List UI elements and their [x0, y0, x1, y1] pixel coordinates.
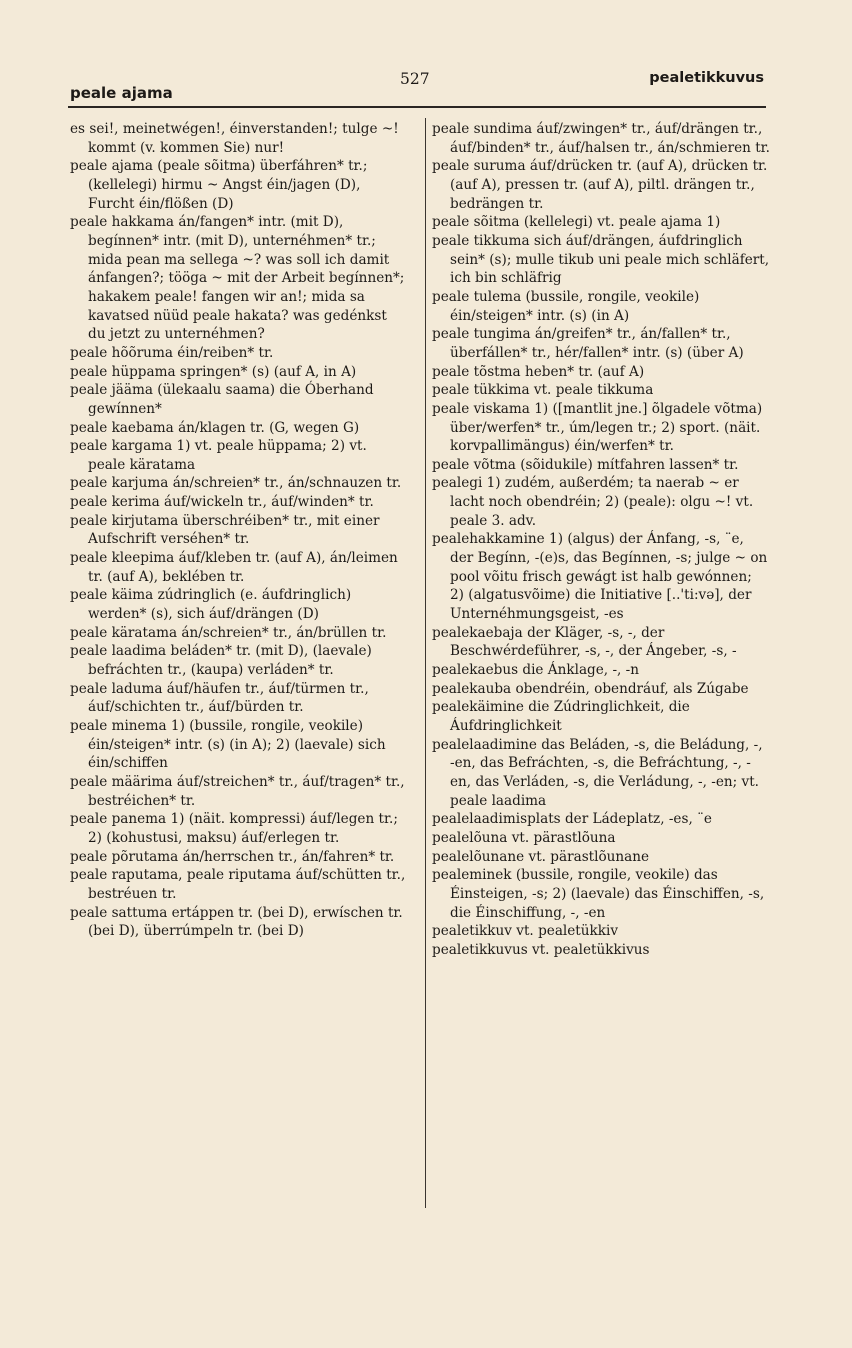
dictionary-entry: pealelõunane vt. pärastlõunane	[432, 848, 650, 865]
dictionary-entry: peale hüppama springen* (s) (auf A, in A)	[70, 363, 357, 380]
running-head-right: pealetikkuvus	[649, 70, 764, 86]
dictionary-entry: pealelaadimisplats der Ládeplatz, -es, ¨e	[432, 811, 712, 828]
dictionary-entry: peale hõõruma éin/reiben* tr.	[70, 344, 274, 361]
dictionary-entry: peale viskama 1) ([mantlit jne.] õlgadele võtma) über/werfen* tr., úm/legen tr.; 2) sport. (näit. korvpallimängus) éin/werfen* tr.	[432, 400, 763, 455]
dictionary-entry: peale panema 1) (näit. kompressi) áuf/legen tr.; 2) (kohustusi, maksu) áuf/erlegen tr.	[70, 811, 398, 846]
dictionary-entry: peale tulema (bussile, rongile, veokile) éin/steigen* intr. (s) (in A)	[432, 288, 700, 324]
dictionary-entry: peale sattuma ertáppen tr. (bei D), erwíschen tr. (bei D), überrúmpeln tr. (bei D)	[70, 904, 403, 940]
dictionary-entry: pealekaebaja der Kläger, -s, -, der Beschwérdeführer, -s, -, der Ángeber, -s, -	[432, 624, 737, 660]
page-number: 527	[400, 70, 430, 88]
dictionary-entry: pealelõuna vt. pärastlõuna	[432, 829, 616, 846]
dictionary-entry: peale sundima áuf/zwingen* tr., áuf/drängen tr., áuf/binden* tr., áuf/halsen tr., án/schmieren tr.	[432, 121, 771, 156]
header-rule	[68, 106, 766, 108]
dictionary-entry: pealekaebus die Ánklage, -, -n	[432, 662, 640, 679]
dictionary-entry: peale jääma (ülekaalu saama) die Óberhand gewínnen*	[70, 382, 374, 417]
dictionary-entry: peale kargama 1) vt. peale hüppama; 2) vt. peale käratama	[70, 438, 367, 473]
dictionary-entry: peale raputama, peale riputama áuf/schütten tr., bestréuen tr.	[70, 867, 406, 902]
dictionary-entry: peale tungima án/greifen* tr., án/fallen* tr., überfállen* tr., hér/fallen* intr. (s) (über A)	[432, 326, 744, 361]
dictionary-entry: pealekauba obendréin, obendráuf, als Zúgabe	[432, 680, 749, 697]
dictionary-entry: es sei!, meinetwégen!, éinverstanden!; tulge ~! kommt (v. kommen Sie) nur!	[70, 121, 399, 156]
running-head-left: peale ajama	[70, 84, 173, 102]
dictionary-entry: peale laduma áuf/häufen tr., áuf/türmen tr., áuf/schichten tr., áuf/bürden tr.	[70, 680, 369, 716]
dictionary-entry: peale käima zúdringlich (e. áufdringlich) werden* (s), sich áuf/drängen (D)	[70, 587, 352, 623]
dictionary-entry: peale tükkima vt. peale tikkuma	[432, 382, 654, 399]
dictionary-entry: peale suruma áuf/drücken tr. (auf A), drücken tr. (auf A), pressen tr. (auf A), piltl. drängen tr., bedrängen tr.	[432, 158, 768, 212]
dictionary-entry: pealehakkamine 1) (algus) der Ánfang, -s, ¨e, der Begínn, -(e)s, das Begínnen, -s; julge ~ on pool võitu frisch gewágt ist halb gewónnen; 2) (algatusvõime) die Initiative [..'ti:və], der Unternéhmungsgeist, -es	[432, 531, 768, 623]
dictionary-entry: pealetikkuvus vt. pealetükkivus	[432, 941, 650, 958]
dictionary-entry: peale laadima beláden* tr. (mit D), (laevale) befráchten tr., (kaupa) verláden* tr.	[70, 643, 372, 679]
dictionary-entry: peale tikkuma sich áuf/drängen, áufdringlich sein* (s); mulle tikub uni peale mich schläfert, ich bin schläfrig	[432, 232, 770, 287]
dictionary-entry: pealetikkuv vt. pealetükkiv	[432, 923, 619, 940]
dictionary-entry: peale karjuma án/schreien* tr., án/schnauzen tr.	[70, 475, 402, 492]
dictionary-entry: pealeminek (bussile, rongile, veokile) das Éinsteigen, -s; 2) (laevale) das Éinschiffen, -s, die Éinschiffung, -, -en	[432, 867, 765, 921]
dictionary-entry: peale tõstma heben* tr. (auf A)	[432, 363, 645, 380]
dictionary-entry: peale ajama (peale sõitma) überfáhren* tr.; (kellelegi) hirmu ~ Angst éin/jagen (D), Furcht éin/flößen (D)	[70, 158, 368, 212]
dictionary-entry: peale võtma (sõidukile) mítfahren lassen* tr.	[432, 456, 739, 473]
dictionary-entry: pealekäimine die Zúdringlichkeit, die Áufdringlichkeit	[432, 699, 690, 734]
dictionary-entry: peale määrima áuf/streichen* tr., áuf/tragen* tr., bestréichen* tr.	[70, 773, 405, 809]
dictionary-entry: peale kleepima áuf/kleben tr. (auf A), án/leimen tr. (auf A), beklében tr.	[70, 550, 398, 585]
dictionary-entry: peale minema 1) (bussile, rongile, veokile) éin/steigen* intr. (s) (in A); 2) (laevale) sich éin/schiffen	[70, 718, 386, 772]
dictionary-entry: pealelaadimine das Beláden, -s, die Beládung, -, -en, das Befráchten, -s, die Befráchtung, -, -en, das Verláden, -s, die Verládung, -, -en; vt. peale laadima	[432, 736, 763, 809]
dictionary-entry: peale hakkama án/fangen* intr. (mit D), begínnen* intr. (mit D), unternéhmen* tr.; mida pean ma sellega ~? was soll ich damit ánfangen?; tööga ~ mit der Arbeit begínnen*; hakakem peale! fangen wir an!; mida sa kavatsed nüüd peale hakata? was gedénkst du jetzt zu unternéhmen?	[70, 214, 405, 343]
dictionary-entry: peale sõitma (kellelegi) vt. peale ajama 1)	[432, 214, 721, 231]
dictionary-entry: peale põrutama án/herrschen tr., án/fahren* tr.	[70, 848, 395, 865]
dictionary-entry: peale kaebama án/klagen tr. (G, wegen G)	[70, 419, 360, 436]
column-divider	[425, 118, 426, 1208]
right-column	[432, 120, 770, 960]
dictionary-entry: pealegi 1) zudém, außerdém; ta naerab ~ er lacht noch obendréin; 2) (peale): olgu ~! vt. peale 3. adv.	[432, 475, 754, 529]
dictionary-entry: peale kirjutama überschréiben* tr., mit einer Aufschrift verséhen* tr.	[70, 512, 380, 548]
left-column	[70, 120, 408, 941]
dictionary-entry: peale kerima áuf/wickeln tr., áuf/winden* tr.	[70, 494, 374, 511]
dictionary-entry: peale käratama án/schreien* tr., án/brüllen tr.	[70, 624, 387, 641]
